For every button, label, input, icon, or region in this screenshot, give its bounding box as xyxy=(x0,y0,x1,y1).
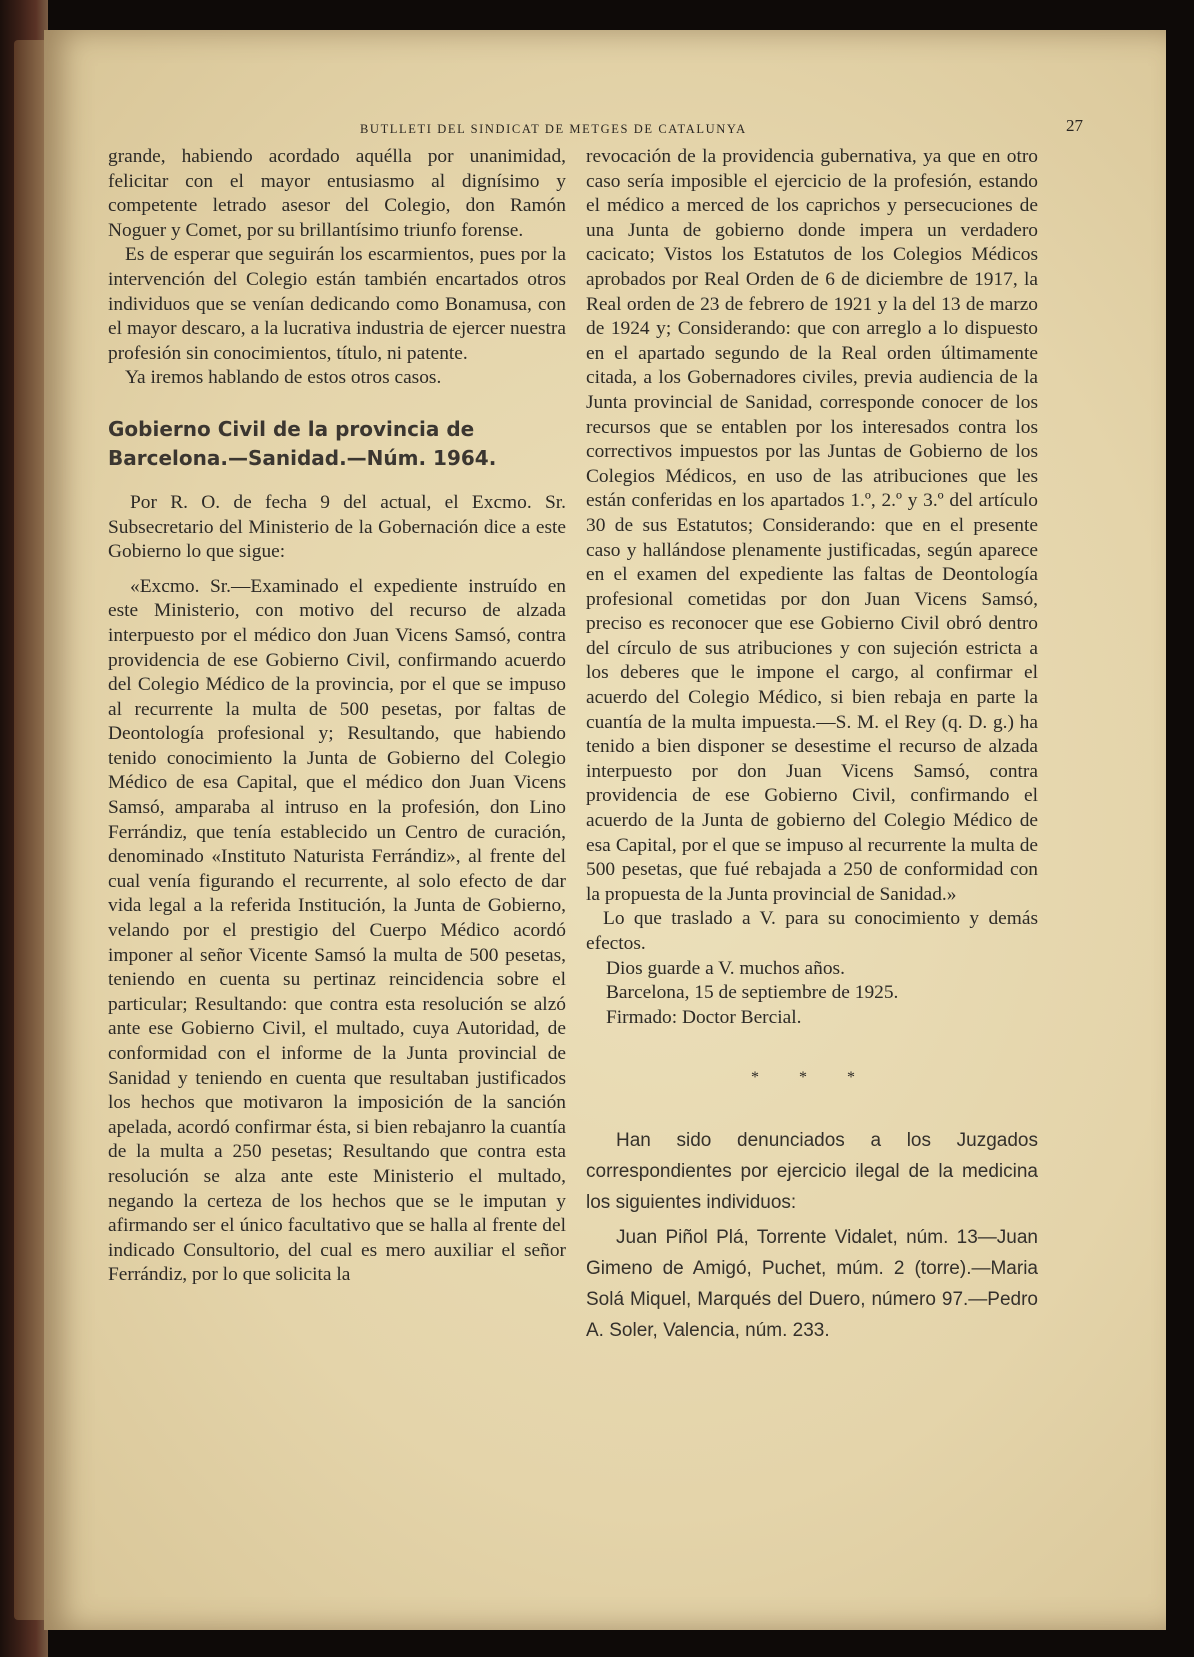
notice-names: Juan Piñol Plá, Torrente Vidalet, núm. 13—Juan Gimeno de Amigó, Puchet, múm. 2 (torre).—Maria Solá Miquel, Marqués del Duero, número 97.—Pedro A. Soler, Valencia, núm. 233. xyxy=(586,1226,1038,1341)
paragraph: «Excmo. Sr.—Examinado el expediente instruído en este Ministerio, con motivo del recurso de alzada interpuesto por el médico don Juan Vicens Samsó, contra providencia de ese Gobierno Civil, confirmando acuerdo del Colegio Médico de la provincia, por el que se impuso al recurrente la multa de 500 pesetas, por faltas de Deontología profesional y; Resultando, que habiendo tenido conocimiento la Junta de Gobierno del Colegio Médico de esa Capital, que el médico don Juan Vicens Samsó, amparaba al intruso en la profesión, don Lino Ferrándiz, que tenía establecido un Centro de curación, denominado «Instituto Naturista Ferrándiz», al frente del cual venía figurando el recurrente, al solo efecto de dar vida legal a la referida Institución, la Junta de Gobierno, velando por el prestigio del Cuerpo Médico acordó imponer al señor Vicente Samsó la multa de 500 pesetas, teniendo en cuenta su pertinaz reincidencia sobre el particular; Resultando: que contra esta resolución se alzó ante ese Gobierno Civil, el multado, cuya Autoridad, de conformidad con el informe de la Junta provincial de Sanidad y teniendo en cuenta que resultaban justificados los hechos que motivaron la imposición de la sanción apelada, acordó confirmar ésta, si bien rebajanro la cuantía de la multa a 250 pesetas; Resultando que contra esta resolución se alza ante este Ministerio el multado, negando la certeza de los hechos que se le imputan y afirmando ser el único facultativo que se halla al frente del indicado Consultorio, del cual es mero auxiliar el señor Ferrándiz, por lo que solicita la xyxy=(108,575,566,1286)
paragraph: grande, habiendo acordado aquélla por unanimidad, felicitar con el mayor entusiasmo al dignísimo y competente letrado asesor del Colegio, don Ramón Noguer y Comet, por su brillantísimo triunfo forense. xyxy=(108,146,566,241)
paragraph: Es de esperar que seguirán los escarmientos, pues por la intervención del Colegio están también encartados otros individuos que se venían dedicando como Bonamusa, con el mayor descaro, a la lucrativa industria de ejercer nuestra profesión sin conocimientos, título, ni patente. xyxy=(108,244,566,364)
closing-line: Dios guarde a V. muchos años. xyxy=(606,957,845,979)
right-column xyxy=(586,145,1038,1346)
section-heading: Gobierno Civil de la provincia de Barcelona.—Sanidad.—Núm. 1964. xyxy=(108,416,497,470)
spacer xyxy=(108,473,566,491)
paragraph: revocación de la providencia gubernativa, ya que en otro caso sería imposible el ejercicio de la profesión, estando el médico a merced de los caprichos y persecuciones de una Junta de gobierno donde impera un verdadero cacicato; Vistos los Estatutos de los Colegios Médicos aprobados por Real Orden de 6 de diciembre de 1917, la Real orden de 23 de febrero de 1921 y la del 13 de marzo de 1924 y; Considerando: que con arreglo a lo dispuesto en el apartado segundo de la Real orden últimamente citada, a los Gobernadores civiles, previa audiencia de la Junta provincial de Sanidad, corresponde conocer de los recursos que se entablen por los interesados contra los correctivos impuestos por las Juntas de Gobierno de los Colegios Médicos, en uso de las atribuciones que les están conferidas en los apartados 1.º, 2.º y 3.º del artículo 30 de sus Estatutos; Considerando: que en el presente caso y hallándose plenamente justificadas, según aparece en el examen del expediente las faltas de Deontología profesional cometidas por don Juan Vicens Samsó, preciso es reconocer que ese Gobierno Civil obró dentro del círculo de sus atribuciones y con sujeción estricta a los deberes que le impone el cargo, al confirmar el acuerdo del Colegio Médico, si bien rebaja en parte la cuantía de la multa impuesta.—S. M. el Rey (q. D. g.) ha tenido a bien disponer se desestime el recurso de alzada interpuesto por don Juan Vicens Samsó, contra providencia de ese Gobierno Civil, confirmando el acuerdo de la Junta de gobierno del Colegio Médico de esa Capital, por el que se impuso al recurrente la multa de 500 pesetas, que fué rebajada a 250 de conformidad con la propuesta de la Junta provincial de Sanidad.» xyxy=(586,146,1038,905)
date-line: Barcelona, 15 de septiembre de 1925. xyxy=(606,982,899,1004)
signature-line: Firmado: Doctor Bercial. xyxy=(606,1006,802,1028)
paragraph: Por R. O. de fecha 9 del actual, el Excmo. Sr. Subsecretario del Ministerio de la Gobernación dice a este Gobierno lo que sigue: xyxy=(108,491,566,563)
spacer xyxy=(108,565,566,575)
paragraph: Lo que traslado a V. para su conocimiento y demás efectos. xyxy=(586,908,1038,954)
paragraph: Ya iremos hablando de estos otros casos. xyxy=(125,367,442,389)
notice-intro: Han sido denunciados a los Juzgados correspondientes por ejercicio ilegal de la medicina los siguientes individuos: xyxy=(586,1129,1038,1213)
running-head: BUTLLETI DEL SINDICAT DE METGES DE CATALUNYA xyxy=(360,122,747,136)
section-separator: * * * xyxy=(751,1069,873,1087)
notice-block xyxy=(586,1125,1038,1346)
journal-page xyxy=(44,30,1166,1630)
page-number: 27 xyxy=(1066,116,1083,135)
left-column xyxy=(108,145,566,1288)
